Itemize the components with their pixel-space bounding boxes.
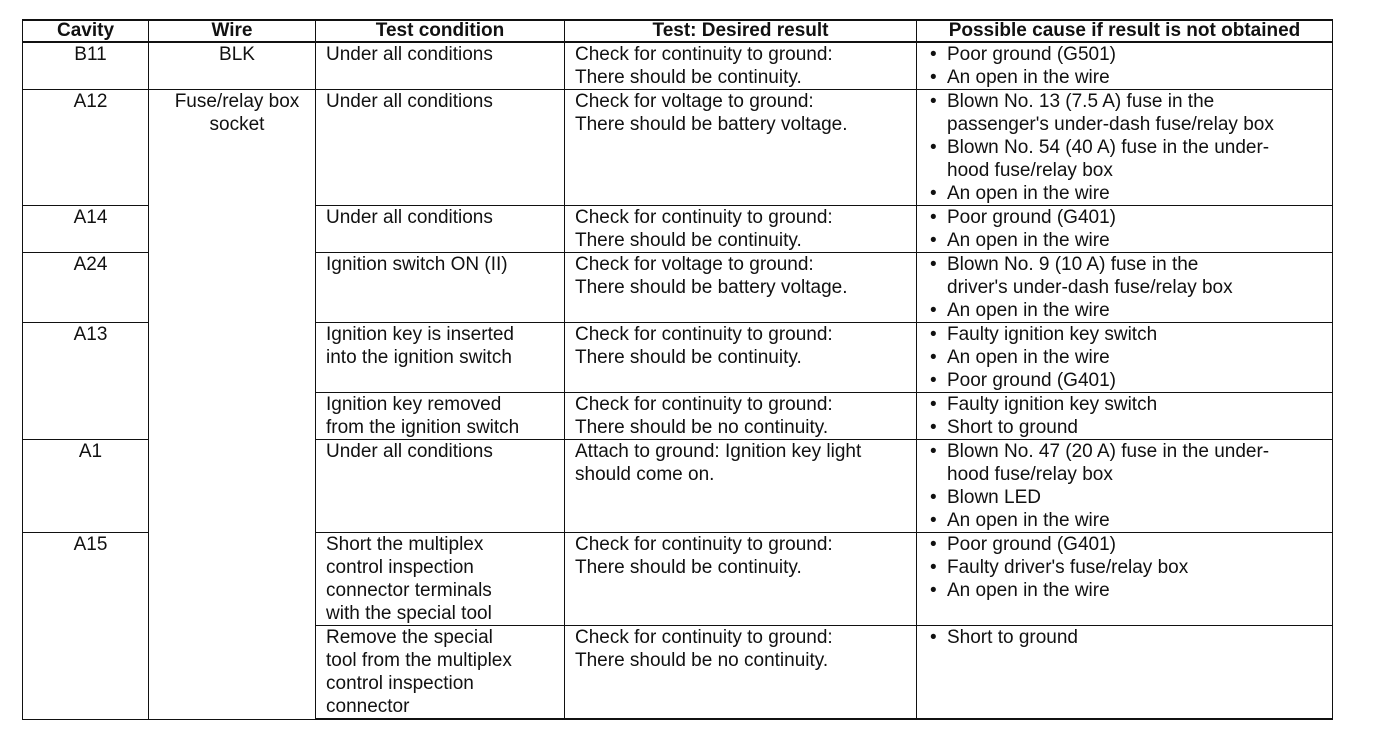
cause-item: • Blown LED (927, 486, 1332, 509)
result-cell: Check for continuity to ground: There should be continuity. (565, 42, 917, 90)
cause-item: • An open in the wire (927, 299, 1332, 322)
wire-cell: Fuse/relay box socket (149, 90, 316, 720)
condition-cell: Under all conditions (316, 440, 565, 533)
cause-item: • Short to ground (927, 416, 1332, 439)
cause-cell (917, 206, 1333, 253)
wire-cell: BLK (149, 42, 316, 90)
result-cell: Check for continuity to ground: There should be continuity. (565, 533, 917, 626)
result-cell: Check for voltage to ground: There should be battery voltage. (565, 253, 917, 323)
cause-item: • An open in the wire (927, 182, 1332, 205)
cause-item: • Faulty ignition key switch (927, 393, 1332, 416)
cause-item: • Blown No. 54 (40 A) fuse in the under- hood fuse/relay box (927, 136, 1332, 182)
cause-cell (917, 323, 1333, 393)
cause-item: • Faulty driver's fuse/relay box (927, 556, 1332, 579)
condition-cell: Under all conditions (316, 206, 565, 253)
diagnostic-table-sheet (22, 19, 1332, 717)
table-row (23, 42, 1333, 90)
cavity-cell: A13 (23, 323, 149, 440)
cause-item: • Poor ground (G401) (927, 533, 1332, 556)
cause-cell (917, 393, 1333, 440)
cavity-cell: A1 (23, 440, 149, 533)
condition-cell: Under all conditions (316, 42, 565, 90)
result-cell: Check for continuity to ground: There should be continuity. (565, 206, 917, 253)
cause-item: • Poor ground (G401) (927, 206, 1332, 229)
table-row (23, 90, 1333, 206)
cavity-cell: B11 (23, 42, 149, 90)
cavity-cell: A14 (23, 206, 149, 253)
header-row (23, 20, 1333, 42)
cause-cell (917, 533, 1333, 626)
cause-cell (917, 253, 1333, 323)
cause-cell (917, 42, 1333, 90)
cause-item: • An open in the wire (927, 509, 1332, 532)
result-cell: Check for continuity to ground: There should be no continuity. (565, 626, 917, 720)
cause-item: • Short to ground (927, 626, 1332, 649)
cause-item: • An open in the wire (927, 579, 1332, 602)
cause-item: • Poor ground (G501) (927, 43, 1332, 66)
cause-cell (917, 626, 1333, 720)
cavity-cell: A12 (23, 90, 149, 206)
header-wire: Wire (149, 20, 316, 42)
cause-item: • Blown No. 9 (10 A) fuse in the driver's under-dash fuse/relay box (927, 253, 1332, 299)
cavity-cell: A24 (23, 253, 149, 323)
cause-item: • Blown No. 47 (20 A) fuse in the under- hood fuse/relay box (927, 440, 1332, 486)
condition-cell: Ignition key is inserted into the ignition switch (316, 323, 565, 393)
header-desired-result: Test: Desired result (565, 20, 917, 42)
condition-cell: Ignition switch ON (II) (316, 253, 565, 323)
condition-cell: Short the multiplex control inspection connector terminals with the special tool (316, 533, 565, 626)
cause-item: • An open in the wire (927, 66, 1332, 89)
cause-item: • An open in the wire (927, 229, 1332, 252)
cavity-cell: A15 (23, 533, 149, 720)
result-cell: Check for voltage to ground: There should be battery voltage. (565, 90, 917, 206)
diagnostic-table (22, 19, 1333, 720)
cause-cell (917, 440, 1333, 533)
cause-item: • Poor ground (G401) (927, 369, 1332, 392)
condition-cell: Remove the special tool from the multiplex control inspection connector (316, 626, 565, 720)
header-cavity: Cavity (23, 20, 149, 42)
cause-item: • Faulty ignition key switch (927, 323, 1332, 346)
result-cell: Check for continuity to ground: There should be no continuity. (565, 393, 917, 440)
cause-item: • Blown No. 13 (7.5 A) fuse in the passenger's under-dash fuse/relay box (927, 90, 1332, 136)
condition-cell: Ignition key removed from the ignition switch (316, 393, 565, 440)
result-cell: Check for continuity to ground: There should be continuity. (565, 323, 917, 393)
header-test-condition: Test condition (316, 20, 565, 42)
result-cell: Attach to ground: Ignition key light should come on. (565, 440, 917, 533)
header-possible-cause: Possible cause if result is not obtained (917, 20, 1333, 42)
cause-item: • An open in the wire (927, 346, 1332, 369)
cause-cell (917, 90, 1333, 206)
condition-cell: Under all conditions (316, 90, 565, 206)
